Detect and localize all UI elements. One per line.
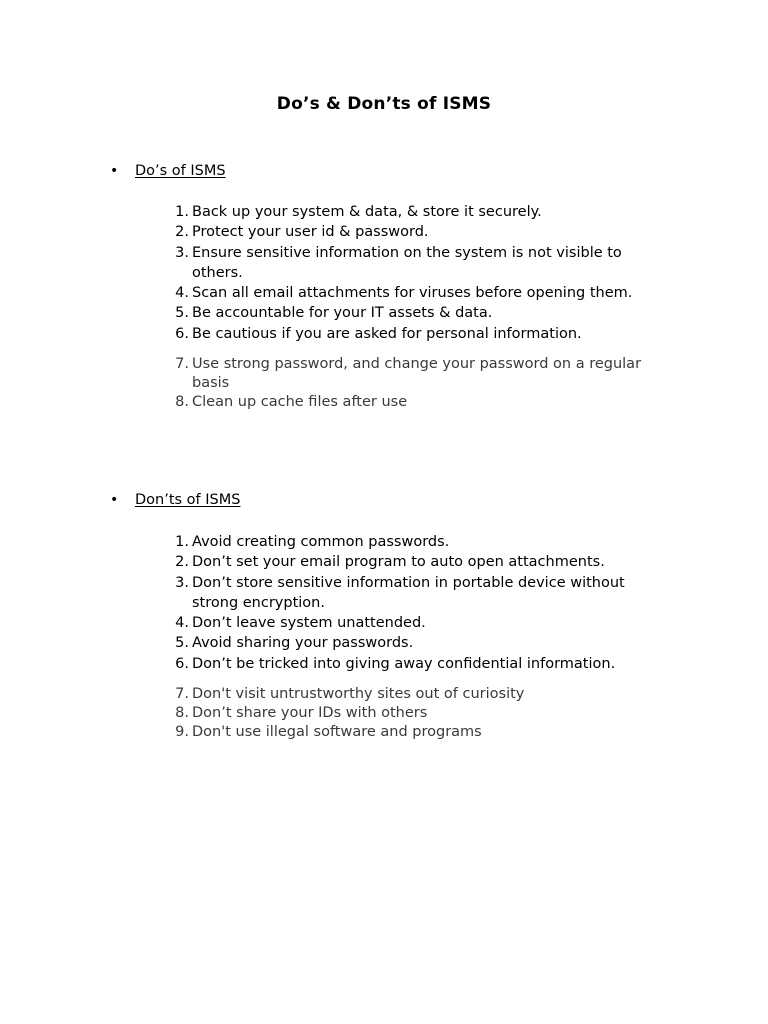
item-text: Avoid creating common passwords. [192,534,450,550]
item-text: Don't visit untrustworthy sites out of curiosity [192,686,525,702]
item-number: 3. [175,244,189,261]
donts-heading [110,490,240,510]
list-item [0,355,768,393]
list-item [0,723,768,742]
item-text: Don’t share your IDs with others [192,704,428,721]
item-text: Protect your user id & password. [192,224,429,241]
list-item [0,303,768,323]
item-number: 2. [175,554,189,571]
item-text: Use strong password, and change your password on a regular basis [192,356,642,391]
item-text: Ensure sensitive information on the system is not visible to others. [192,244,622,281]
item-number: 5. [175,635,189,652]
list-item [0,324,768,344]
list-item [0,573,768,614]
item-number: 1. [175,534,189,550]
item-text: Don't use illegal software and programs [192,723,482,740]
list-item [0,613,768,633]
list-item [0,222,768,242]
item-text: Scan all email attachments for viruses before opening them. [192,285,633,302]
list-item [0,283,768,303]
donts-list-continued [0,685,768,741]
item-text: Back up your system & data, & store it securely. [192,204,542,220]
item-number: 7. [175,356,189,372]
item-number: 4. [175,615,189,632]
item-number: 6. [175,325,189,342]
list-item [0,704,768,723]
list-item [0,685,768,704]
item-number: 7. [175,686,189,702]
dos-list [0,202,768,344]
dos-list-continued [0,355,768,411]
list-item [0,393,768,412]
bullet-icon: • [110,163,119,179]
item-number: 5. [175,305,189,322]
list-item [0,243,768,284]
list-item [0,532,768,552]
dos-heading-text: Do’s of ISMS [135,163,226,179]
item-text: Be accountable for your IT assets & data. [192,305,493,322]
list-item [0,552,768,572]
dos-heading [110,161,226,181]
item-number: 9. [175,723,189,740]
item-text: Don’t leave system unattended. [192,615,426,632]
page-title: Do’s & Don’ts of ISMS [276,94,492,114]
item-text: Avoid sharing your passwords. [192,635,414,652]
donts-list [0,532,768,674]
item-number: 8. [175,704,189,721]
item-number: 3. [175,574,189,591]
item-number: 1. [175,204,189,220]
list-item [0,202,768,222]
item-number: 4. [175,285,189,302]
item-text: Be cautious if you are asked for personal information. [192,325,582,342]
item-text: Don’t set your email program to auto open attachments. [192,554,605,571]
bullet-icon: • [110,492,119,508]
item-text: Clean up cache files after use [192,393,408,410]
item-text: Don’t store sensitive information in portable device without strong encryption. [192,574,625,611]
item-number: 6. [175,655,189,672]
list-item [0,654,768,674]
item-number: 2. [175,224,189,241]
item-number: 8. [175,393,189,410]
item-text: Don’t be tricked into giving away confidential information. [192,655,616,672]
donts-heading-text: Don’ts of ISMS [135,492,241,508]
list-item [0,633,768,653]
